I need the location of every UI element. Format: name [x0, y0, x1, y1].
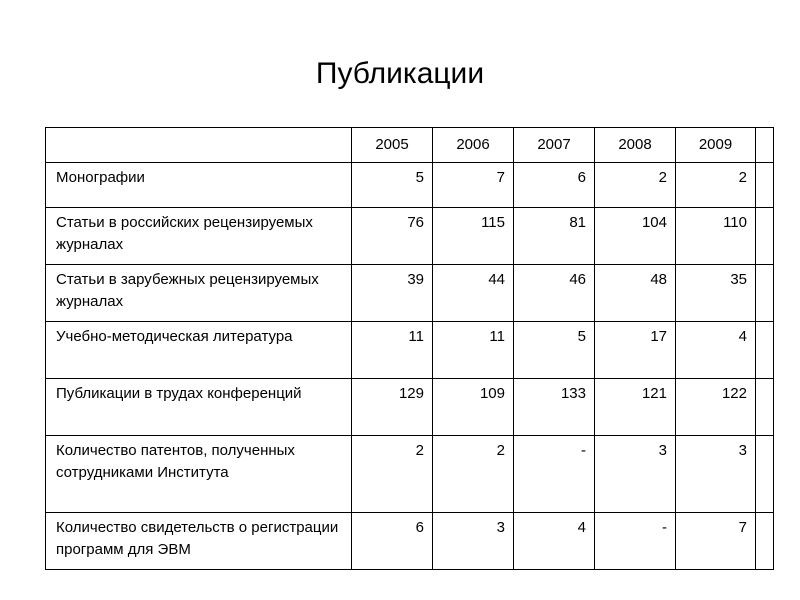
value-cell: 104	[595, 208, 676, 265]
table-row	[46, 436, 774, 513]
table-row	[46, 322, 774, 379]
value-cell: 133	[514, 379, 595, 436]
value-cell: 6	[352, 513, 433, 570]
header-extra-cell	[756, 128, 774, 163]
header-year-2007: 2007	[514, 128, 595, 163]
value-cell: 35	[676, 265, 756, 322]
value-cell: 11	[433, 322, 514, 379]
value-cell: -	[595, 513, 676, 570]
table-row	[46, 208, 774, 265]
value-cell: 81	[514, 208, 595, 265]
extra-cell	[756, 208, 774, 265]
value-cell: 17	[595, 322, 676, 379]
header-year-2005: 2005	[352, 128, 433, 163]
row-label: Количество патентов, полученных сотрудниками Института	[46, 436, 352, 513]
row-label: Статьи в зарубежных рецензируемых журналах	[46, 265, 352, 322]
value-cell: 6	[514, 163, 595, 208]
value-cell: 2	[676, 163, 756, 208]
row-label: Учебно-методическая литература	[46, 322, 352, 379]
value-cell: 7	[676, 513, 756, 570]
table-row	[46, 265, 774, 322]
value-cell: 3	[676, 436, 756, 513]
value-cell: 7	[433, 163, 514, 208]
value-cell: 4	[514, 513, 595, 570]
table-row	[46, 513, 774, 570]
value-cell: 110	[676, 208, 756, 265]
header-year-2009: 2009	[676, 128, 756, 163]
table-header-row	[46, 128, 774, 163]
row-label: Количество свидетельств о регистрации программ для ЭВМ	[46, 513, 352, 570]
slide-title: Публикации	[315, 57, 485, 90]
row-label: Монографии	[46, 163, 352, 208]
value-cell: 2	[352, 436, 433, 513]
value-cell: 76	[352, 208, 433, 265]
extra-cell	[756, 322, 774, 379]
value-cell: 122	[676, 379, 756, 436]
table-row	[46, 163, 774, 208]
value-cell: 39	[352, 265, 433, 322]
extra-cell	[756, 436, 774, 513]
value-cell: 48	[595, 265, 676, 322]
value-cell: 109	[433, 379, 514, 436]
value-cell: 4	[676, 322, 756, 379]
value-cell: 2	[433, 436, 514, 513]
value-cell: 46	[514, 265, 595, 322]
extra-cell	[756, 379, 774, 436]
row-label: Публикации в трудах конференций	[46, 379, 352, 436]
header-year-2006: 2006	[433, 128, 514, 163]
header-corner-cell	[46, 128, 352, 163]
publications-table	[45, 127, 774, 570]
header-year-2008: 2008	[595, 128, 676, 163]
value-cell: 3	[595, 436, 676, 513]
value-cell: 44	[433, 265, 514, 322]
value-cell: 11	[352, 322, 433, 379]
value-cell: 115	[433, 208, 514, 265]
extra-cell	[756, 265, 774, 322]
value-cell: 5	[352, 163, 433, 208]
value-cell: 3	[433, 513, 514, 570]
value-cell: 2	[595, 163, 676, 208]
row-label: Статьи в российских рецензируемых журналах	[46, 208, 352, 265]
value-cell: 121	[595, 379, 676, 436]
table-row	[46, 379, 774, 436]
extra-cell	[756, 513, 774, 570]
value-cell: -	[514, 436, 595, 513]
value-cell: 5	[514, 322, 595, 379]
value-cell: 129	[352, 379, 433, 436]
extra-cell	[756, 163, 774, 208]
